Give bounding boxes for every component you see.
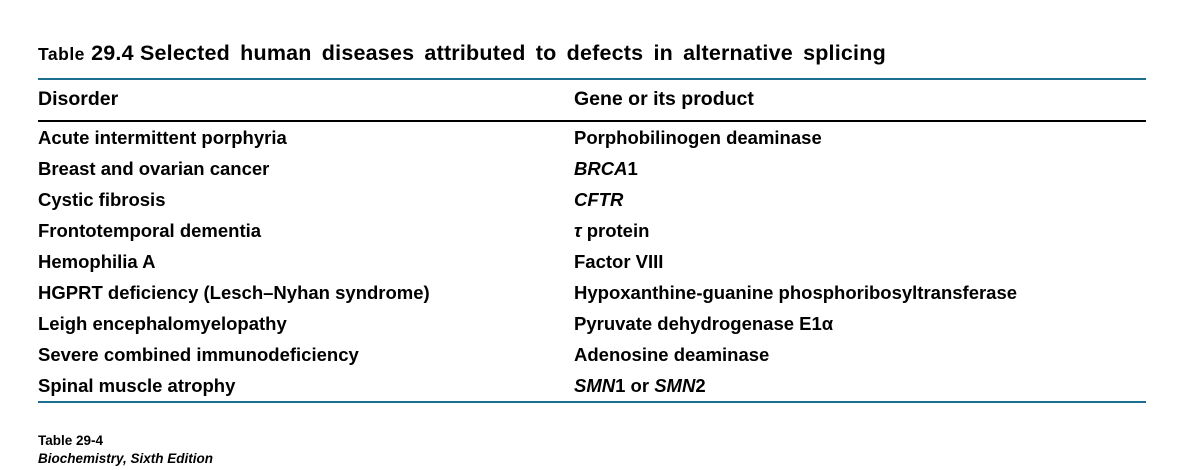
figure-caption	[38, 432, 213, 468]
table-row	[38, 184, 1146, 215]
table-row	[38, 339, 1146, 370]
cell-gene: Hypoxanthine-guanine phosphoribosyltransferase	[574, 281, 1018, 303]
table-container	[38, 0, 1146, 403]
cell-disorder: Hemophilia A	[38, 250, 156, 272]
table-row	[38, 308, 1146, 339]
table-number: 29.4	[91, 41, 134, 65]
cell-gene: CFTR	[574, 188, 624, 210]
cell-gene: Adenosine deaminase	[574, 343, 770, 365]
table-row	[38, 370, 1146, 401]
diseases-table	[38, 80, 1146, 120]
cell-disorder: Frontotemporal dementia	[38, 219, 262, 241]
table-label: Table	[38, 44, 85, 64]
cell-disorder: Leigh encephalomyelopathy	[38, 312, 287, 334]
caption-source: Biochemistry, Sixth Edition	[38, 451, 214, 467]
table-row	[38, 277, 1146, 308]
table-title-text: Selected human diseases attributed to defects in alternative splicing	[139, 41, 886, 65]
cell-disorder: Acute intermittent porphyria	[38, 126, 287, 148]
cell-gene: Factor VIII	[574, 250, 664, 272]
cell-gene: Porphobilinogen deaminase	[574, 126, 822, 148]
table-title	[38, 0, 1146, 78]
table-row	[38, 246, 1146, 277]
cell-gene: BRCA1	[574, 157, 638, 179]
cell-disorder: HGPRT deficiency (Lesch–Nyhan syndrome)	[38, 281, 430, 303]
diseases-table-body	[38, 122, 1146, 401]
cell-gene: SMN1 or SMN2	[574, 374, 706, 396]
cell-disorder: Cystic fibrosis	[38, 188, 166, 210]
cell-disorder: Severe combined immunodeficiency	[38, 343, 359, 365]
cell-disorder: Spinal muscle atrophy	[38, 374, 236, 396]
column-header-disorder: Disorder	[38, 88, 119, 110]
table-row	[38, 122, 1146, 153]
cell-gene: τ protein	[574, 219, 650, 241]
column-header-gene: Gene or its product	[574, 88, 754, 110]
table-bottom-rule	[38, 401, 1146, 403]
table-header-row	[38, 80, 1146, 120]
cell-gene: Pyruvate dehydrogenase E1α	[574, 312, 834, 334]
table-row	[38, 215, 1146, 246]
caption-table-number: Table 29-4	[38, 433, 104, 448]
cell-disorder: Breast and ovarian cancer	[38, 157, 270, 179]
table-row	[38, 153, 1146, 184]
